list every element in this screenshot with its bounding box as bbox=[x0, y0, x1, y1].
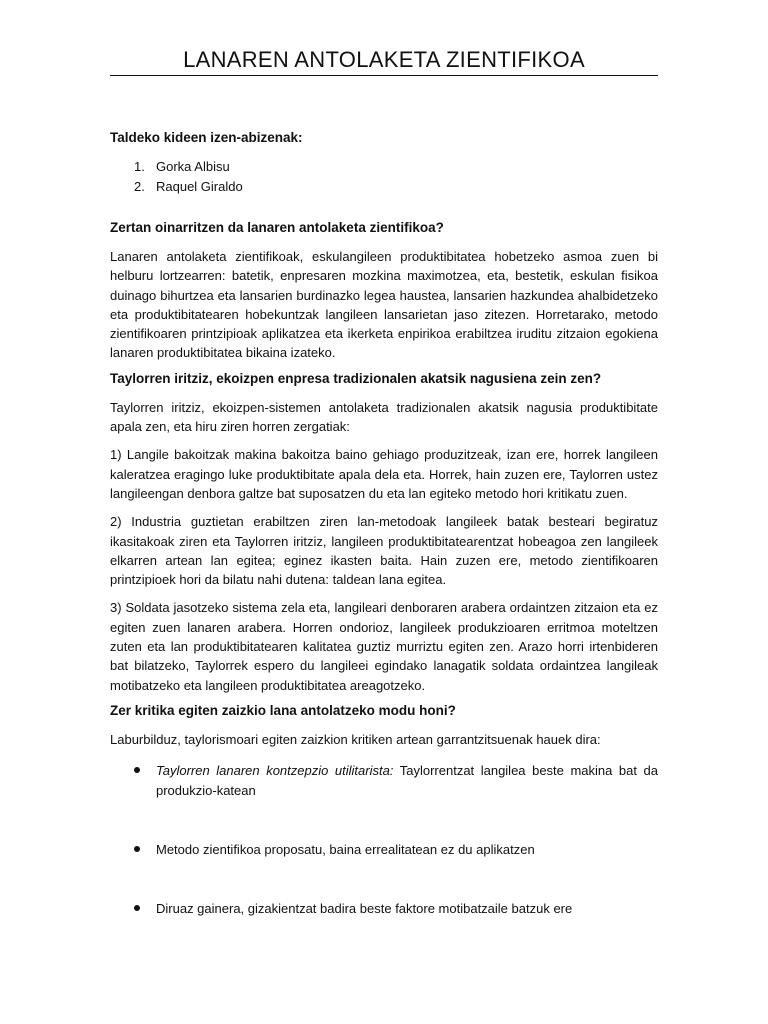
question-3-intro: Laburbilduz, taylorismoari egiten zaizkion kritiken artean garrantzitsuenak hauek dira: bbox=[110, 731, 601, 747]
member-name: Raquel Giraldo bbox=[156, 178, 243, 194]
member-name: Gorka Albisu bbox=[156, 159, 230, 174]
document-title: LANAREN ANTOLAKETA ZIENTIFIKOA bbox=[183, 47, 585, 72]
members-heading: Taldeko kideen izen-abizenak: bbox=[110, 130, 303, 145]
bullet-icon bbox=[110, 840, 156, 859]
list-item bbox=[110, 761, 658, 800]
members-list bbox=[110, 157, 658, 196]
bullet-text: Diruaz gainera, gizakientzat badira beste faktore motibatzaile batzuk ere bbox=[156, 901, 573, 917]
question-2-intro: Taylorren iritziz, ekoizpen-sistemen antolaketa tradizionalen akatsik nagusia produktibitate apala zen, eta hiru ziren horren zergatiak: bbox=[110, 399, 658, 435]
list-number: 1. bbox=[134, 159, 145, 174]
bullet-text: Taylorrentzat langilea beste makina bat da produkzio-katean bbox=[156, 763, 658, 798]
list-item bbox=[110, 840, 658, 859]
list-number: 2. bbox=[134, 178, 145, 194]
question-1-heading: Zertan oinarritzen da lanaren antolaketa zientifikoa? bbox=[110, 220, 444, 235]
question-2-reason-2: 2) Industria guztietan erabiltzen ziren lan-metodoak langileek batak besteari begiratuz ikasitakoak ziren eta Taylorren iritziz, langileen produktibitatearentzat hobeagoa zen langileek elkarren artean lan egitea; eginez ikasten baita. Hain zuzen ere, metodo zientifikoaren printzipioek hori da bilatu nahi dutena: taldean lana egitea. bbox=[110, 514, 658, 588]
bullet-text: Metodo zientifikoa proposatu, baina errealitatean ez du aplikatzen bbox=[156, 841, 535, 857]
question-1-paragraph: Lanaren antolaketa zientifikoak, eskulangileen produktibitatea hobetzeko asmoa zuen bi helburu lortzearren: batetik, enpresaren mozkina maximotzea, eta, bestetik, eskulan fisikoa duinago bihurtzea eta lansarien burdinazko legea haustea, lansarien hazkundea ahalbidetzeko eta produktibitatearen hobekuntzak langileen lansarietan jaso zitezen. Horretarako, metodo zientifikoaren printzipioak aplikatzea eta ikerketa enpirikoa erabiltzea iruditu zitzaion egokiena lanaren produktibitatea bikaina izateko. bbox=[110, 249, 658, 361]
bullet-italic-lead: Taylorren lanaren kontzepzio utilitarista: bbox=[156, 763, 394, 779]
question-2-reason-3: 3) Soldata jasotzeko sistema zela eta, langileari denboraren arabera ordaintzen zitzaion eta ez egiten zuen lanaren arabera. Horren ondorioz, langileek produkzioaren erritmoa moteltzen zuten eta lan produktibitatearen kalitatea guztiz murriztu egiten zen. Arazo horri irtenbideren bat bilatzeko, Taylorrek espero du langileei egindako lanagatik soldata ordaintzea langileak motibatzeko eta langileen produktibitatea areagotzeko. bbox=[110, 600, 658, 693]
list-item bbox=[110, 899, 658, 918]
question-3-heading: Zer kritika egiten zaizkio lana antolatzeko modu honi? bbox=[110, 702, 456, 718]
title-underline bbox=[110, 75, 658, 76]
question-2-reason-1: 1) Langile bakoitzak makina bakoitza baino gehiago produzitzeak, izan ere, horrek langileen kaleratzea eragingo luke produktibitate apala dela eta. Horrek, hain zuzen ere, Taylorren ustez langileengan denbora galtze bat suposatzen du eta lan egiteko metodo hori kritikatu zuen. bbox=[110, 447, 658, 501]
list-item bbox=[110, 157, 658, 177]
criticism-list bbox=[110, 761, 658, 918]
list-item bbox=[110, 177, 658, 197]
document-page bbox=[110, 0, 658, 918]
question-2-heading: Taylorren iritziz, ekoizpen enpresa tradizionalen akatsik nagusiena zein zen? bbox=[110, 370, 602, 386]
bullet-icon bbox=[110, 761, 156, 800]
bullet-icon bbox=[110, 899, 156, 918]
